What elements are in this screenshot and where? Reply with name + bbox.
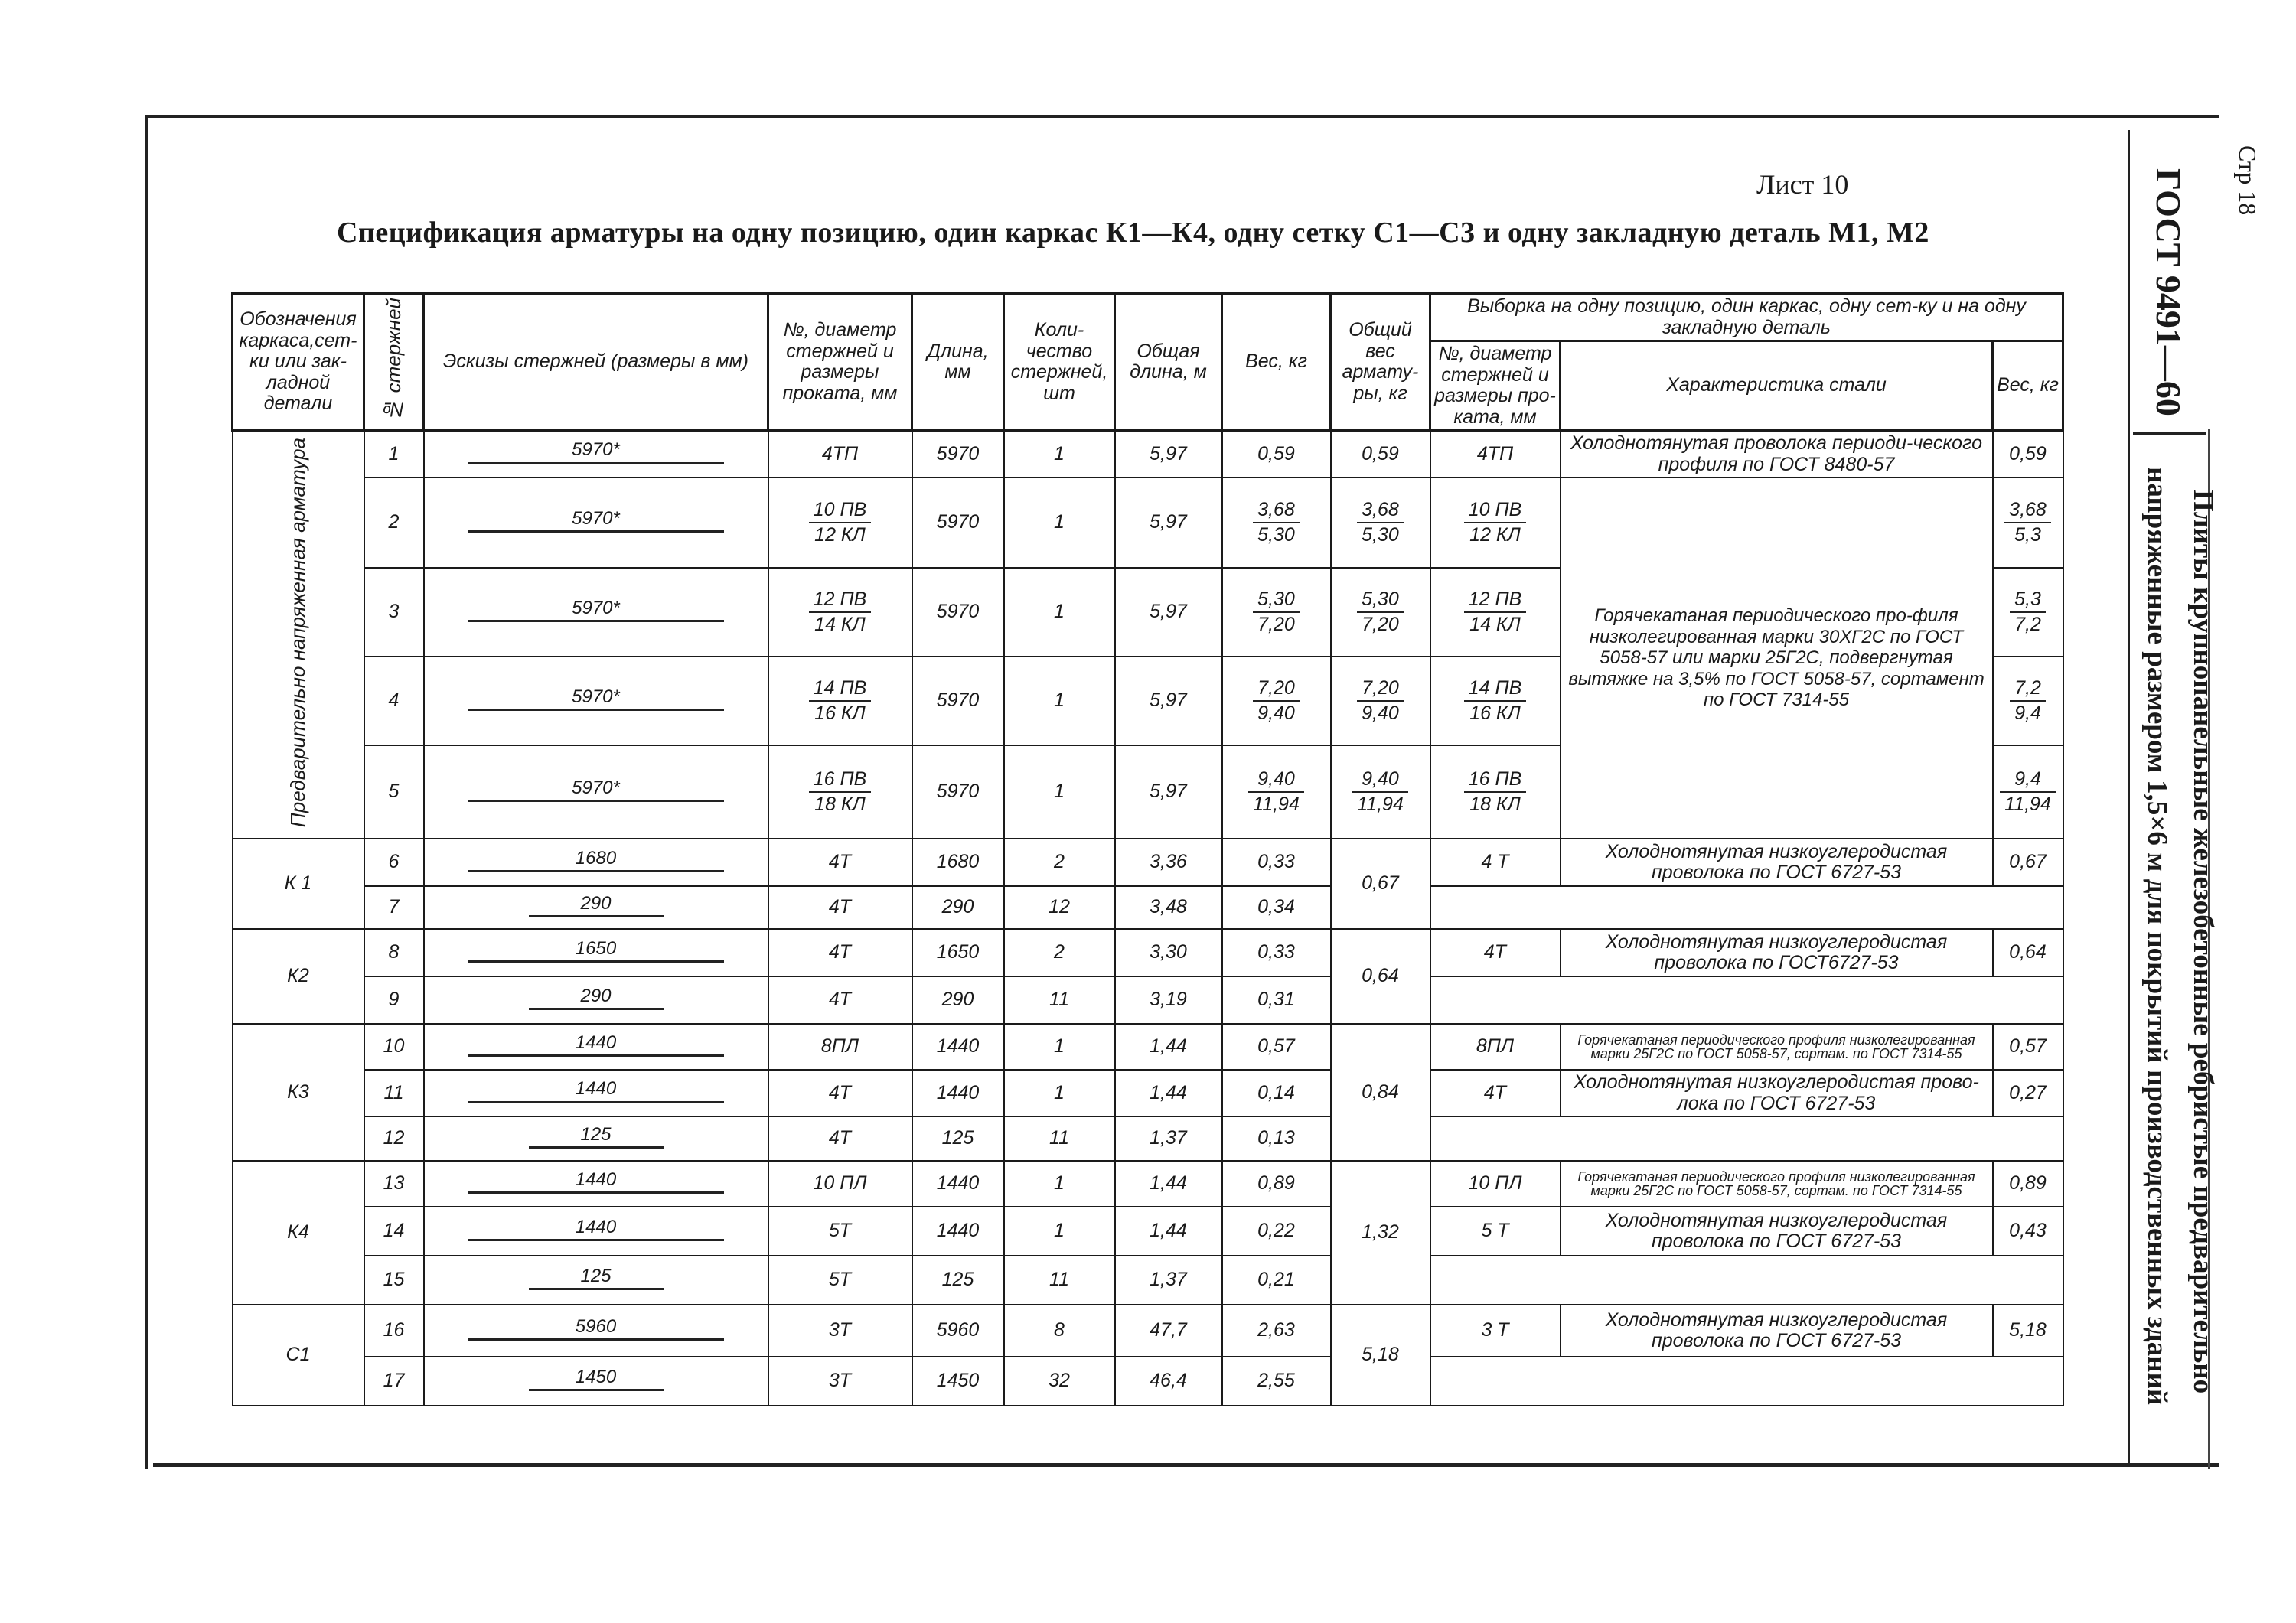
header-sub-steel: Характеристика стали bbox=[1561, 341, 1993, 431]
frame-top-rule bbox=[145, 115, 2219, 118]
cell-sketch bbox=[424, 929, 768, 976]
cell-sdia: 4 Т bbox=[1430, 839, 1561, 886]
dia-num: 14 ПВ bbox=[809, 678, 872, 702]
cell-dia bbox=[768, 657, 912, 745]
table-row bbox=[233, 1070, 2063, 1116]
cell-wt: 0,33 bbox=[1222, 839, 1331, 886]
frame-left-rule bbox=[145, 115, 148, 1469]
sdia-num: 10 ПВ bbox=[1464, 500, 1527, 524]
cell-wt: 0,31 bbox=[1222, 976, 1331, 1024]
cell-no: 3 bbox=[364, 568, 424, 657]
cell-qty: 12 bbox=[1004, 886, 1115, 929]
header-sub-diameter: №, диаметр стержней и размеры про-ката, мм bbox=[1430, 341, 1561, 431]
cell-qty: 1 bbox=[1004, 657, 1115, 745]
rod-sketch: 5960 bbox=[468, 1317, 723, 1341]
cell-sketch bbox=[424, 1256, 768, 1305]
table-row bbox=[233, 886, 2063, 929]
cell-len: 1440 bbox=[912, 1161, 1004, 1207]
group-k4: К4 bbox=[233, 1161, 364, 1305]
cell-sdia: 10 ПЛ bbox=[1430, 1161, 1561, 1207]
frame-bottom-rule bbox=[153, 1463, 2219, 1467]
group-prestressed-label: Предварительно напряженная арматура bbox=[286, 437, 310, 827]
group-c1: С1 bbox=[233, 1305, 364, 1406]
rod-sketch: 5970* bbox=[468, 778, 723, 802]
cell-empty bbox=[1430, 976, 2063, 1024]
cell-wt: 0,59 bbox=[1222, 431, 1331, 478]
wt-den: 7,20 bbox=[1257, 614, 1295, 635]
header-weight: Вес, кг bbox=[1222, 294, 1331, 431]
cell-no: 14 bbox=[364, 1207, 424, 1256]
cell-swt bbox=[1993, 657, 2063, 745]
cell-gen-k1: 0,67 bbox=[1331, 839, 1430, 929]
cell-qty: 2 bbox=[1004, 839, 1115, 886]
cell-wt: 0,33 bbox=[1222, 929, 1331, 976]
rod-sketch: 290 bbox=[529, 986, 664, 1010]
cell-steel: Холоднотянутая низкоуглеродистая проволока по ГОСТ 6727-53 bbox=[1561, 1207, 1993, 1256]
rod-sketch: 5970* bbox=[468, 687, 723, 711]
cell-sdia bbox=[1430, 745, 1561, 839]
cell-no: 15 bbox=[364, 1256, 424, 1305]
cell-sdia: 8ПЛ bbox=[1430, 1024, 1561, 1070]
cell-swt: 5,18 bbox=[1993, 1305, 2063, 1357]
cell-sketch bbox=[424, 1024, 768, 1070]
dia-den: 12 КЛ bbox=[814, 524, 866, 546]
specification-table bbox=[231, 292, 2064, 1406]
cell-total: 3,30 bbox=[1115, 929, 1222, 976]
cell-swt bbox=[1993, 477, 2063, 568]
cell-len: 1440 bbox=[912, 1207, 1004, 1256]
cell-wt: 0,89 bbox=[1222, 1161, 1331, 1207]
table-row bbox=[233, 477, 2063, 568]
swt-num: 3,68 bbox=[2004, 500, 2051, 524]
cell-wt: 0,34 bbox=[1222, 886, 1331, 929]
cell-no: 17 bbox=[364, 1357, 424, 1406]
cell-gen-c1: 5,18 bbox=[1331, 1305, 1430, 1406]
cell-total: 1,37 bbox=[1115, 1116, 1222, 1161]
cell-steel: Холоднотянутая проволока периоди-ческого профиля по ГОСТ 8480-57 bbox=[1561, 431, 1993, 478]
cell-sketch bbox=[424, 839, 768, 886]
cell-no: 5 bbox=[364, 745, 424, 839]
side-gost: ГОСТ 9491—60 bbox=[2149, 168, 2188, 416]
rod-sketch: 125 bbox=[529, 1266, 664, 1290]
cell-empty bbox=[1430, 1357, 2063, 1406]
cell-dia bbox=[768, 568, 912, 657]
cell-gen bbox=[1331, 477, 1430, 568]
sdia-num: 16 ПВ bbox=[1464, 769, 1527, 794]
cell-dia: 4Т bbox=[768, 929, 912, 976]
cell-total: 1,44 bbox=[1115, 1024, 1222, 1070]
cell-wt: 0,14 bbox=[1222, 1070, 1331, 1116]
cell-wt: 0,13 bbox=[1222, 1116, 1331, 1161]
cell-dia: 4Т bbox=[768, 1070, 912, 1116]
cell-sdia: 4Т bbox=[1430, 929, 1561, 976]
wt-den: 5,30 bbox=[1257, 524, 1295, 546]
cell-qty: 11 bbox=[1004, 1116, 1115, 1161]
rod-sketch: 125 bbox=[529, 1125, 664, 1149]
cell-len: 5970 bbox=[912, 431, 1004, 478]
cell-len: 125 bbox=[912, 1256, 1004, 1305]
cell-sketch bbox=[424, 431, 768, 478]
swt-num: 5,3 bbox=[2010, 589, 2046, 614]
cell-wt bbox=[1222, 745, 1331, 839]
cell-swt: 0,27 bbox=[1993, 1070, 2063, 1116]
dia-num: 10 ПВ bbox=[809, 500, 872, 524]
cell-steel: Холоднотянутая низкоуглеродистая прово-лока по ГОСТ 6727-53 bbox=[1561, 1070, 1993, 1116]
rod-sketch: 1440 bbox=[468, 1079, 723, 1103]
sheet-number: Лист 10 bbox=[1756, 169, 1849, 200]
group-k2: К2 bbox=[233, 929, 364, 1024]
cell-steel: Холоднотянутая низкоуглеродистая проволока по ГОСТ6727-53 bbox=[1561, 929, 1993, 976]
header-designation: Обозначения каркаса,сет-ки или зак-ладной детали bbox=[233, 294, 364, 431]
cell-total: 1,44 bbox=[1115, 1161, 1222, 1207]
cell-swt: 0,43 bbox=[1993, 1207, 2063, 1256]
cell-wt: 0,57 bbox=[1222, 1024, 1331, 1070]
cell-qty: 1 bbox=[1004, 1070, 1115, 1116]
dia-den: 14 КЛ bbox=[814, 614, 866, 635]
cell-steel: Холоднотянутая низкоуглеродистая проволока по ГОСТ 6727-53 bbox=[1561, 839, 1993, 886]
cell-wt: 0,22 bbox=[1222, 1207, 1331, 1256]
header-rod-no-label: № стержней bbox=[382, 297, 406, 422]
cell-len: 1440 bbox=[912, 1024, 1004, 1070]
cell-sketch bbox=[424, 1070, 768, 1116]
table-row bbox=[233, 1357, 2063, 1406]
cell-dia bbox=[768, 745, 912, 839]
cell-dia: 3Т bbox=[768, 1357, 912, 1406]
table-row bbox=[233, 1305, 2063, 1357]
cell-no: 1 bbox=[364, 431, 424, 478]
cell-len: 5960 bbox=[912, 1305, 1004, 1357]
cell-total: 5,97 bbox=[1115, 745, 1222, 839]
gen-num: 5,30 bbox=[1357, 589, 1404, 614]
swt-den: 9,4 bbox=[2014, 702, 2041, 724]
cell-qty: 32 bbox=[1004, 1357, 1115, 1406]
cell-sdia bbox=[1430, 568, 1561, 657]
side-title-line-1: Плиты крупнопанельные железобетонные ребристые предварительно bbox=[2187, 490, 2219, 1394]
cell-empty bbox=[1430, 1256, 2063, 1305]
group-k1: К 1 bbox=[233, 839, 364, 929]
wt-num: 9,40 bbox=[1248, 769, 1304, 794]
wt-num: 5,30 bbox=[1253, 589, 1300, 614]
cell-total: 5,97 bbox=[1115, 431, 1222, 478]
cell-wt bbox=[1222, 477, 1331, 568]
swt-den: 11,94 bbox=[2004, 794, 2051, 815]
cell-total: 1,37 bbox=[1115, 1256, 1222, 1305]
table-row bbox=[233, 1256, 2063, 1305]
header-length: Длина, мм bbox=[912, 294, 1004, 431]
gen-num: 9,40 bbox=[1352, 769, 1408, 794]
cell-qty: 1 bbox=[1004, 745, 1115, 839]
cell-wt: 2,55 bbox=[1222, 1357, 1331, 1406]
gen-den: 7,20 bbox=[1362, 614, 1399, 635]
table-row bbox=[233, 431, 2063, 478]
cell-qty: 1 bbox=[1004, 1161, 1115, 1207]
header-diameter: №, диаметр стержней и размеры проката, мм bbox=[768, 294, 912, 431]
cell-dia: 8ПЛ bbox=[768, 1024, 912, 1070]
cell-no: 12 bbox=[364, 1116, 424, 1161]
cell-total: 1,44 bbox=[1115, 1070, 1222, 1116]
cell-len: 5970 bbox=[912, 657, 1004, 745]
cell-qty: 1 bbox=[1004, 477, 1115, 568]
cell-qty: 1 bbox=[1004, 1024, 1115, 1070]
cell-wt bbox=[1222, 568, 1331, 657]
cell-gen bbox=[1331, 568, 1430, 657]
cell-total: 5,97 bbox=[1115, 477, 1222, 568]
cell-gen bbox=[1331, 657, 1430, 745]
swt-num: 7,2 bbox=[2010, 678, 2046, 702]
cell-wt: 2,63 bbox=[1222, 1305, 1331, 1357]
cell-dia: 10 ПЛ bbox=[768, 1161, 912, 1207]
cell-sketch bbox=[424, 568, 768, 657]
cell-no: 7 bbox=[364, 886, 424, 929]
cell-qty: 1 bbox=[1004, 1207, 1115, 1256]
cell-total: 3,19 bbox=[1115, 976, 1222, 1024]
cell-qty: 8 bbox=[1004, 1305, 1115, 1357]
cell-total: 46,4 bbox=[1115, 1357, 1222, 1406]
cell-len: 5970 bbox=[912, 568, 1004, 657]
cell-len: 1680 bbox=[912, 839, 1004, 886]
cell-qty: 2 bbox=[1004, 929, 1115, 976]
cell-sketch bbox=[424, 745, 768, 839]
cell-len: 1650 bbox=[912, 929, 1004, 976]
table-row bbox=[233, 976, 2063, 1024]
cell-dia bbox=[768, 477, 912, 568]
cell-sketch bbox=[424, 1161, 768, 1207]
sdia-den: 12 КЛ bbox=[1469, 524, 1521, 546]
cell-qty: 11 bbox=[1004, 976, 1115, 1024]
gen-den: 9,40 bbox=[1362, 702, 1399, 724]
cell-sketch bbox=[424, 657, 768, 745]
cell-swt bbox=[1993, 745, 2063, 839]
group-prestressed bbox=[233, 431, 364, 839]
rod-sketch: 1680 bbox=[468, 849, 723, 872]
frame-right-rule bbox=[2128, 130, 2130, 1465]
cell-no: 10 bbox=[364, 1024, 424, 1070]
table-row bbox=[233, 1207, 2063, 1256]
cell-len: 125 bbox=[912, 1116, 1004, 1161]
cell-total: 3,48 bbox=[1115, 886, 1222, 929]
sdia-num: 12 ПВ bbox=[1464, 589, 1527, 614]
cell-total: 3,36 bbox=[1115, 839, 1222, 886]
header-total-weight: Общий вес армату-ры, кг bbox=[1331, 294, 1430, 431]
cell-len: 290 bbox=[912, 886, 1004, 929]
cell-len: 5970 bbox=[912, 477, 1004, 568]
rod-sketch: 1440 bbox=[468, 1170, 723, 1194]
cell-steel-prestressed: Горячекатаная периодического про-филя низколегированная марки 30ХГ2С по ГОСТ 5058-57 или марки 25Г2С, подвергнутая вытяжке на 3,5% по ГОСТ 5058-57, сортамент по ГОСТ 7314-55 bbox=[1561, 477, 1993, 839]
table-row bbox=[233, 1024, 2063, 1070]
gen-num: 3,68 bbox=[1357, 500, 1404, 524]
cell-empty bbox=[1430, 886, 2063, 929]
table-row bbox=[233, 839, 2063, 886]
cell-total: 5,97 bbox=[1115, 568, 1222, 657]
gen-den: 5,30 bbox=[1362, 524, 1399, 546]
cell-swt bbox=[1993, 568, 2063, 657]
wt-den: 9,40 bbox=[1257, 702, 1295, 724]
wt-den: 11,94 bbox=[1253, 794, 1300, 815]
rod-sketch: 1450 bbox=[529, 1367, 664, 1391]
cell-sketch bbox=[424, 1116, 768, 1161]
cell-gen-k4: 1,32 bbox=[1331, 1161, 1430, 1305]
rod-sketch: 5970* bbox=[468, 440, 723, 464]
cell-len: 290 bbox=[912, 976, 1004, 1024]
swt-num: 9,4 bbox=[2000, 769, 2056, 794]
sdia-den: 14 КЛ bbox=[1469, 614, 1521, 635]
dia-num: 12 ПВ bbox=[809, 589, 872, 614]
cell-steel: Холоднотянутая низкоуглеродистая проволока по ГОСТ 6727-53 bbox=[1561, 1305, 1993, 1357]
cell-steel: Горячекатаная периодического профиля низколегированная марки 25Г2С по ГОСТ 5058-57, сортам. по ГОСТ 7314-55 bbox=[1561, 1024, 1993, 1070]
cell-no: 2 bbox=[364, 477, 424, 568]
cell-sdia bbox=[1430, 657, 1561, 745]
cell-no: 8 bbox=[364, 929, 424, 976]
cell-wt: 0,21 bbox=[1222, 1256, 1331, 1305]
cell-no: 16 bbox=[364, 1305, 424, 1357]
table-row bbox=[233, 1161, 2063, 1207]
cell-gen-k2: 0,64 bbox=[1331, 929, 1430, 1024]
header-total-length: Общая длина, м bbox=[1115, 294, 1222, 431]
cell-sdia: 5 Т bbox=[1430, 1207, 1561, 1256]
cell-len: 5970 bbox=[912, 745, 1004, 839]
rod-sketch: 5970* bbox=[468, 509, 723, 533]
cell-swt: 0,57 bbox=[1993, 1024, 2063, 1070]
cell-total: 47,7 bbox=[1115, 1305, 1222, 1357]
cell-sketch bbox=[424, 1305, 768, 1357]
cell-gen bbox=[1331, 745, 1430, 839]
swt-den: 5,3 bbox=[2014, 524, 2041, 546]
cell-gen-k3: 0,84 bbox=[1331, 1024, 1430, 1161]
cell-total: 1,44 bbox=[1115, 1207, 1222, 1256]
cell-no: 4 bbox=[364, 657, 424, 745]
group-k3: К3 bbox=[233, 1024, 364, 1161]
header-quantity: Коли-чество стержней, шт bbox=[1004, 294, 1115, 431]
cell-sdia bbox=[1430, 477, 1561, 568]
dia-den: 18 КЛ bbox=[814, 794, 866, 815]
wt-num: 3,68 bbox=[1253, 500, 1300, 524]
cell-dia: 4Т bbox=[768, 1116, 912, 1161]
cell-gen: 0,59 bbox=[1331, 431, 1430, 478]
cell-dia: 4ТП bbox=[768, 431, 912, 478]
side-title-line-2: напряженные размером 1,5×6 м для покрытий производственных зданий bbox=[2141, 467, 2173, 1406]
cell-dia: 3Т bbox=[768, 1305, 912, 1357]
cell-no: 9 bbox=[364, 976, 424, 1024]
cell-sketch bbox=[424, 886, 768, 929]
cell-dia: 5Т bbox=[768, 1207, 912, 1256]
sdia-num: 14 ПВ bbox=[1464, 678, 1527, 702]
cell-qty: 1 bbox=[1004, 431, 1115, 478]
cell-sketch bbox=[424, 477, 768, 568]
header-sketch: Эскизы стержней (размеры в мм) bbox=[424, 294, 768, 431]
cell-dia: 5Т bbox=[768, 1256, 912, 1305]
cell-sketch bbox=[424, 1357, 768, 1406]
cell-swt: 0,64 bbox=[1993, 929, 2063, 976]
table-row bbox=[233, 1116, 2063, 1161]
cell-sketch bbox=[424, 976, 768, 1024]
wt-num: 7,20 bbox=[1253, 678, 1300, 702]
cell-sketch bbox=[424, 1207, 768, 1256]
cell-len: 1440 bbox=[912, 1070, 1004, 1116]
cell-swt: 0,89 bbox=[1993, 1161, 2063, 1207]
cell-total: 5,97 bbox=[1115, 657, 1222, 745]
dia-den: 16 КЛ bbox=[814, 702, 866, 724]
sdia-den: 18 КЛ bbox=[1469, 794, 1521, 815]
cell-swt: 0,67 bbox=[1993, 839, 2063, 886]
cell-empty bbox=[1430, 1116, 2063, 1161]
cell-steel: Горячекатаная периодического профиля низколегированная марки 25Г2С по ГОСТ 5058-57, сортам. по ГОСТ 7314-55 bbox=[1561, 1161, 1993, 1207]
cell-sdia: 4Т bbox=[1430, 1070, 1561, 1116]
cell-sdia: 4ТП bbox=[1430, 431, 1561, 478]
cell-wt bbox=[1222, 657, 1331, 745]
swt-den: 7,2 bbox=[2014, 614, 2041, 635]
cell-no: 6 bbox=[364, 839, 424, 886]
rod-sketch: 5970* bbox=[468, 598, 723, 622]
dia-num: 16 ПВ bbox=[809, 769, 872, 794]
cell-dia: 4Т bbox=[768, 839, 912, 886]
rod-sketch: 1440 bbox=[468, 1217, 723, 1241]
gen-den: 11,94 bbox=[1357, 794, 1404, 815]
cell-no: 11 bbox=[364, 1070, 424, 1116]
sdia-den: 16 КЛ bbox=[1469, 702, 1521, 724]
cell-qty: 11 bbox=[1004, 1256, 1115, 1305]
gen-num: 7,20 bbox=[1357, 678, 1404, 702]
cell-qty: 1 bbox=[1004, 568, 1115, 657]
cell-sdia: 3 Т bbox=[1430, 1305, 1561, 1357]
side-divider bbox=[2133, 432, 2206, 435]
page-title: Спецификация арматуры на одну позицию, один каркас К1—К4, одну сетку С1—С3 и одну закладную деталь М1, М2 bbox=[337, 217, 1929, 249]
cell-dia: 4Т bbox=[768, 886, 912, 929]
rod-sketch: 290 bbox=[529, 894, 664, 917]
side-page-number: Стр 18 bbox=[2234, 145, 2262, 216]
cell-len: 1450 bbox=[912, 1357, 1004, 1406]
header-rod-no bbox=[364, 294, 424, 431]
header-sub-weight: Вес, кг bbox=[1993, 341, 2063, 431]
rod-sketch: 1440 bbox=[468, 1033, 723, 1057]
rod-sketch: 1650 bbox=[468, 939, 723, 963]
cell-no: 13 bbox=[364, 1161, 424, 1207]
cell-dia: 4Т bbox=[768, 976, 912, 1024]
table-row bbox=[233, 929, 2063, 976]
header-selection: Выборка на одну позицию, один каркас, одну сет-ку и на одну закладную деталь bbox=[1430, 294, 2063, 341]
cell-swt: 0,59 bbox=[1993, 431, 2063, 478]
